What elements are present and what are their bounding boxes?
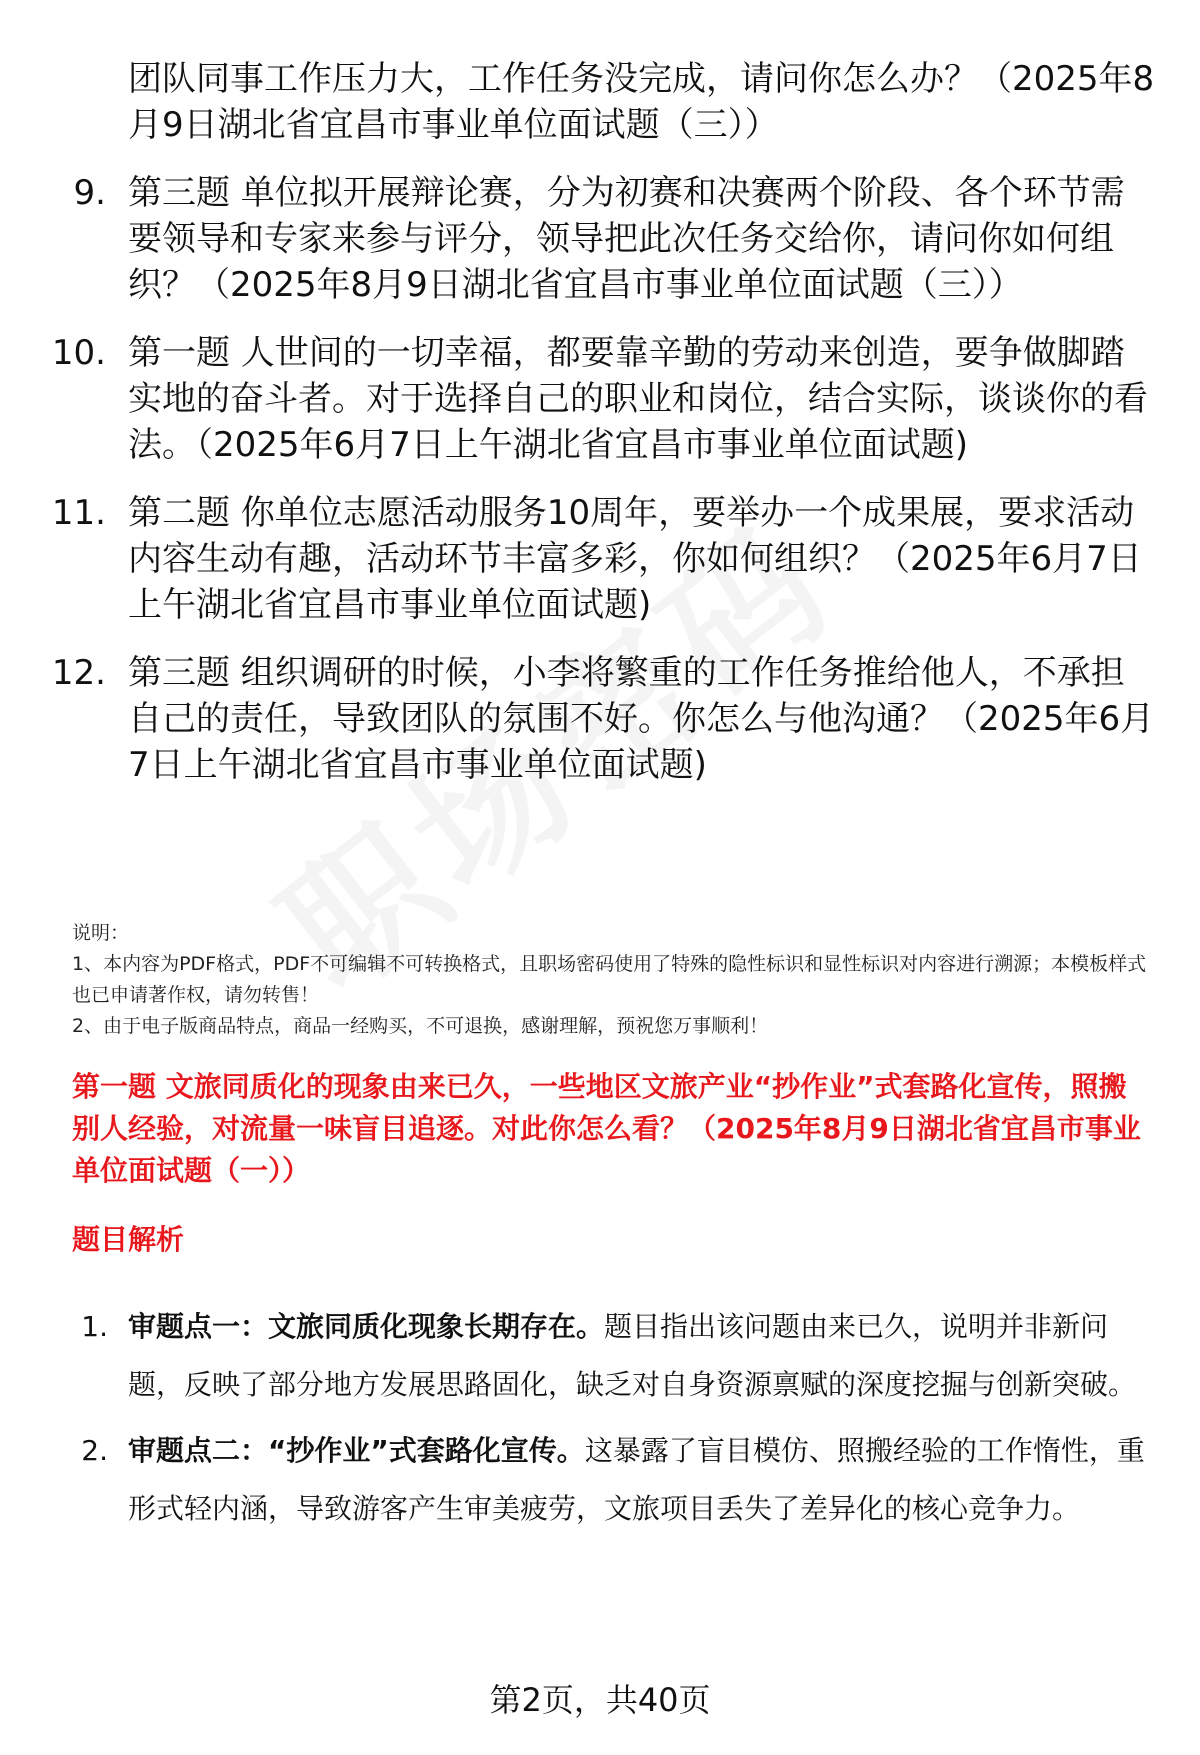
question-text: 第三题 组织调研的时候，小李将繁重的工作任务推给他人，不承担自己的责任，导致团队的氛围不好。你怎么与他沟通？（2025年6月7日上午湖北省宜昌市事业单位面试题) xyxy=(128,653,1155,785)
question-number: 12. xyxy=(51,653,106,693)
question-text: 第三题 单位拟开展辩论赛，分为初赛和决赛两个阶段、各个环节需要领导和专家来参与评分，领导把此次任务交给你，请问你如何组织？（2025年8月9日湖北省宜昌市事业单位面试题（三）） xyxy=(128,173,1125,305)
analysis-text xyxy=(128,1298,1158,1414)
notes-block xyxy=(72,918,1162,1042)
notes-title: 说明： xyxy=(72,922,130,944)
page-footer: 第2页，共40页 xyxy=(489,1681,711,1719)
question-text: 第一题 人世间的一切幸福，都要靠辛勤的劳动来创造，要争做脚踏实地的奋斗者。对于选择自己的职业和岗位，结合实际，谈谈你的看法。（2025年6月7日上午湖北省宜昌市事业单位面试题) xyxy=(128,333,1148,465)
analysis-point: 审题点一：文旅同质化现象长期存在。 xyxy=(128,1310,605,1343)
notes-line-2: 2、由于电子版商品特点，商品一经购买，不可退换，感谢理解，预祝您万事顺利！ xyxy=(72,1015,769,1037)
featured-question: 第一题 文旅同质化的现象由来已久，一些地区文旅产业“抄作业”式套路化宣传，照搬别人经验，对流量一味盲目追逐。对此你怎么看？（2025年8月9日湖北省宜昌市事业单位面试题（一）） xyxy=(72,1070,1141,1187)
analysis-list xyxy=(0,1298,1200,1546)
list-item xyxy=(0,170,1200,308)
list-item xyxy=(0,490,1200,628)
notes-line-1: 1、本内容为PDF格式，PDF不可编辑不可转换格式，且职场密码使用了特殊的隐性标识和显性标识对内容进行溯源；本模板样式也已申请著作权，请勿转售！ xyxy=(72,953,1147,1006)
question-list xyxy=(0,56,1200,810)
analysis-detail: 题目指出该问题由来已久，说明并非新问题，反映了部分地方发展思路固化，缺乏对自身资源禀赋的深度挖掘与创新突破。 xyxy=(128,1310,1137,1401)
list-item xyxy=(0,56,1200,148)
analysis-point: 审题点二：“抄作业”式套路化宣传。 xyxy=(128,1434,585,1467)
list-item xyxy=(0,330,1200,468)
list-item xyxy=(0,1298,1200,1414)
analysis-title: 题目解析 xyxy=(72,1223,185,1256)
question-number: 11. xyxy=(51,493,106,533)
analysis-number: 1. xyxy=(81,1310,108,1343)
question-text: 第二题 你单位志愿活动服务10周年，要举办一个成果展，要求活动内容生动有趣，活动环节丰富多彩，你如何组织？（2025年6月7日上午湖北省宜昌市事业单位面试题) xyxy=(128,493,1142,625)
question-text: 团队同事工作压力大，工作任务没完成，请问你怎么办？（2025年8月9日湖北省宜昌市事业单位面试题（三）） xyxy=(128,59,1155,145)
analysis-text xyxy=(128,1422,1158,1538)
question-number: 9. xyxy=(73,173,106,213)
list-item xyxy=(0,1422,1200,1538)
list-item xyxy=(0,650,1200,788)
analysis-number: 2. xyxy=(81,1434,108,1467)
analysis-detail: 这暴露了盲目模仿、照搬经验的工作惰性，重形式轻内涵，导致游客产生审美疲劳，文旅项目丢失了差异化的核心竞争力。 xyxy=(128,1434,1145,1525)
question-number: 10. xyxy=(51,333,106,373)
